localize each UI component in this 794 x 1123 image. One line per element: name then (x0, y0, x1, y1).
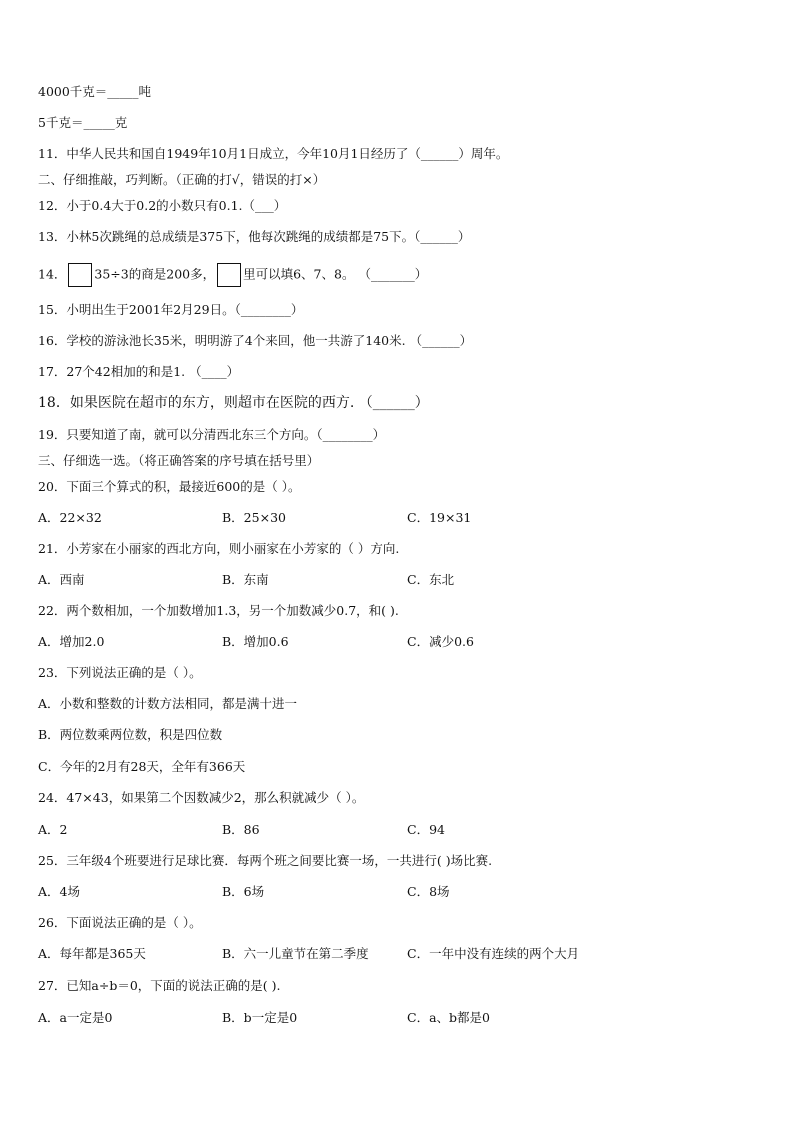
q26-option-c: C．一年中没有连续的两个大月 (407, 946, 580, 961)
q21-option-b: B．东南 (222, 572, 269, 587)
question-24: 24．47×43，如果第二个因数减少2，那么积就减少（ ）。 (38, 790, 365, 805)
question-15: 15．小明出生于2001年2月29日。（________） (38, 302, 304, 317)
question-21: 21．小芳家在小丽家的西北方向，则小丽家在小芳家的（ ）方向. (38, 541, 400, 556)
question-11: 11．中华人民共和国自1949年10月1日成立，今年10月1日经历了（______）周年。 (38, 146, 509, 161)
question-27: 27．已知a÷b＝0，下面的说法正确的是( ). (38, 978, 281, 993)
q24-option-c: C．94 (407, 822, 445, 837)
q22-option-b: B．增加0.6 (222, 634, 289, 649)
q26-option-a: A．每年都是365天 (38, 946, 146, 961)
q21-option-a: A．西南 (38, 572, 85, 587)
q22-option-a: A．增加2.0 (38, 634, 105, 649)
q23-option-c: C．今年的2月有28天，全年有366天 (38, 759, 246, 774)
answer-box (68, 263, 92, 287)
section-3-heading: 三、仔细选一选。（将正确答案的序号填在括号里） (38, 453, 320, 468)
question-19: 19．只要知道了南，就可以分清西北东三个方向。（________） (38, 427, 386, 442)
q27-option-b: B．b一定是0 (222, 1010, 298, 1025)
question-14-number: 14． (38, 266, 67, 282)
q25-option-b: B．6场 (222, 884, 265, 899)
q27-option-a: A．a一定是0 (38, 1010, 113, 1025)
question-14-text-a: 35÷3的商是200多， (94, 266, 216, 282)
question-22: 22．两个数相加，一个加数增加1.3，另一个加数减少0.7，和( ). (38, 603, 399, 618)
q23-option-b: B．两位数乘两位数，积是四位数 (38, 727, 223, 742)
fill-line-tons: 4000千克＝_____吨 (38, 84, 152, 99)
q26-option-b: B．六一儿童节在第二季度 (222, 946, 369, 961)
question-26: 26．下面说法正确的是（ ）。 (38, 915, 202, 930)
question-18: 18．如果医院在超市的东方，则超市在医院的西方. （______） (38, 395, 429, 411)
question-17: 17．27个42相加的和是1. （____） (38, 364, 240, 379)
question-20: 20．下面三个算式的积，最接近600的是（ ）。 (38, 479, 301, 494)
question-23: 23．下列说法正确的是（ ）。 (38, 665, 202, 680)
question-13: 13．小林5次跳绳的总成绩是375下，他每次跳绳的成绩都是75下。（______） (38, 229, 471, 244)
q27-option-c: C．a、b都是0 (407, 1010, 490, 1025)
question-14-text-b: 里可以填6、7、8。 （_______） (243, 266, 428, 282)
q20-option-c: C．19×31 (407, 510, 472, 525)
q20-option-a: A．22×32 (38, 510, 102, 525)
q20-option-b: B．25×30 (222, 510, 286, 525)
question-14 (38, 263, 427, 287)
q25-option-c: C．8场 (407, 884, 450, 899)
q24-option-a: A．2 (38, 822, 68, 837)
q21-option-c: C．东北 (407, 572, 455, 587)
answer-box (217, 263, 241, 287)
question-25: 25．三年级4个班要进行足球比赛．每两个班之间要比赛一场，一共进行( )场比赛. (38, 853, 493, 868)
section-2-heading: 二、仔细推敲，巧判断。（正确的打√，错误的打×） (38, 172, 326, 187)
q22-option-c: C．减少0.6 (407, 634, 474, 649)
fill-line-grams: 5千克＝_____克 (38, 115, 128, 130)
question-16: 16．学校的游泳池长35米，明明游了4个来回，他一共游了140米. （______） (38, 333, 473, 348)
q23-option-a: A．小数和整数的计数方法相同，都是满十进一 (38, 696, 298, 711)
q25-option-a: A．4场 (38, 884, 80, 899)
q24-option-b: B．86 (222, 822, 260, 837)
question-12: 12．小于0.4大于0.2的小数只有0.1.（___） (38, 198, 287, 213)
